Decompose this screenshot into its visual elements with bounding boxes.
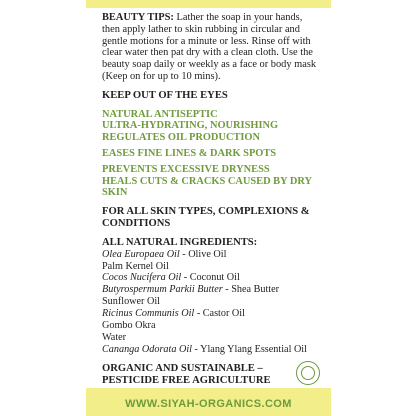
benefit-item: REGULATES OIL PRODUCTION [102, 131, 261, 143]
beauty-tips-label: BEAUTY TIPS: [102, 12, 174, 23]
ingredient-item [102, 249, 322, 261]
benefit-item: EASES FINE LINES & DARK SPOTS [102, 148, 277, 159]
beauty-tips-text: Lather the soap in your hands, then apply lather to skin rubbing in circular and gentle motions for a minute or less. Rinse off with clear water then pat dry with a clean cloth. Use the beauty soap daily or weekly as a face or body mask (Keep on for up to 10 mins). [102, 12, 317, 82]
ingredient-common: - Coconut Oil [181, 272, 240, 284]
organic-seal-icon [296, 361, 320, 385]
ingredient-common: - Shea Butter [222, 284, 280, 296]
ingredient-latin: Olea Europaea Oil [102, 248, 180, 260]
ingredients-list [102, 249, 322, 356]
ingredient-item [102, 272, 322, 284]
beauty-tips [102, 12, 322, 83]
ingredient-common: - Ylang Ylang Essential Oil [192, 343, 307, 355]
benefit-item: NATURAL ANTISEPTIC [102, 108, 218, 120]
footer-claim-row [102, 363, 322, 387]
ingredient-latin: Cananga Odorata Oil [102, 343, 192, 355]
benefits-list [102, 109, 322, 199]
ingredient-latin: Cocos Nucifera Oil [102, 272, 182, 284]
website-url: WWW.SIYAH-ORGANICS.COM [125, 398, 292, 410]
ingredient-common: Gombo Okra [102, 320, 156, 332]
eye-warning: KEEP OUT OF THE EYES [102, 89, 228, 101]
ingredients-heading: ALL NATURAL INGREDIENTS: [102, 236, 258, 248]
ingredient-common: - Olive Oil [179, 248, 227, 260]
footer-claim: ORGANIC AND SUSTAINABLE – PESTICIDE FREE AGRICULTURE [102, 362, 271, 386]
ingredient-common: Palm Kernel Oil [102, 260, 169, 272]
ingredient-latin: Butyrospermum Parkii Butter [102, 284, 223, 296]
skin-types: FOR ALL SKIN TYPES, COMPLEXIONS & CONDITIONS [102, 205, 310, 229]
ingredient-item [102, 344, 322, 356]
benefit-item: PREVENTS EXCESSIVE DRYNESS [102, 164, 270, 176]
ingredient-item [102, 261, 322, 273]
ingredient-item [102, 284, 322, 296]
ingredient-item [102, 320, 322, 332]
ingredient-item [102, 296, 322, 308]
ingredient-common: Water [102, 331, 127, 343]
ingredient-item [102, 332, 322, 344]
product-label-panel [86, 0, 331, 416]
ingredient-common: - Castor Oil [194, 308, 245, 320]
top-color-band [86, 0, 331, 8]
ingredient-latin: Ricinus Communis Oil [102, 308, 195, 320]
ingredient-item [102, 308, 322, 320]
benefit-item: HEALS CUTS & CRACKS CAUSED BY DRY SKIN [102, 175, 312, 199]
ingredient-common: Sunflower Oil [102, 296, 161, 308]
benefit-item: ULTRA-HYDRATING, NOURISHING [102, 120, 279, 132]
label-content [102, 12, 322, 387]
